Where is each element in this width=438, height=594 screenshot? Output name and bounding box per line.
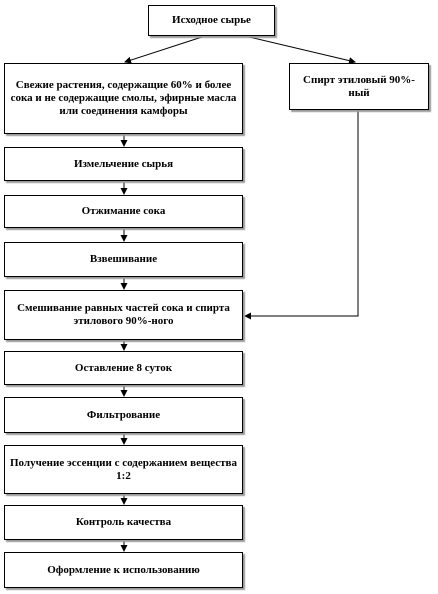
- step-juice-pressing: [4, 195, 243, 228]
- step-mixing: [4, 290, 243, 340]
- step-essence-label: Получение эссенции с содержанием вещества 1:2: [9, 456, 237, 482]
- step-fresh-plants-label: Свежие растения, содержащие 60% и более сока и не содержащие смолы, эфирные масла или соединения камфоры: [10, 79, 237, 117]
- step-essence: [4, 445, 243, 494]
- step-infusion-label: Оставление 8 суток: [74, 361, 173, 374]
- arrow-source-to-fresh-plants: [125, 36, 205, 62]
- step-mixing-label: Смешивание равных частей сока и спирта этилового 90%-ного: [17, 302, 230, 327]
- arrow-source-to-alcohol: [245, 36, 355, 62]
- alcohol-box: [289, 63, 429, 110]
- step-weighing-label: Взвешивание: [89, 253, 158, 265]
- step-grinding-label: Измельчение сырья: [73, 157, 174, 170]
- step-quality-control: [4, 505, 243, 540]
- step-fresh-plants: [4, 63, 243, 134]
- step-filtration: [4, 397, 243, 433]
- step-juice-pressing-label: Отжимание сока: [81, 205, 166, 217]
- source-material-box: [148, 5, 275, 36]
- step-weighing: [4, 242, 243, 277]
- step-filtration-label: Фильтрование: [86, 408, 161, 421]
- alcohol-label: Спирт этиловый 90%-ный: [303, 73, 415, 99]
- step-grinding: [4, 147, 243, 181]
- step-infusion-8-days: [4, 351, 243, 385]
- step-quality-control-label: Контроль качества: [75, 516, 172, 528]
- source-material-label: Исходное сырье: [172, 14, 251, 26]
- arrow-alcohol-to-mixing: [245, 110, 358, 316]
- step-packaging: [4, 552, 243, 588]
- step-packaging-label: Оформление к использованию: [47, 563, 200, 576]
